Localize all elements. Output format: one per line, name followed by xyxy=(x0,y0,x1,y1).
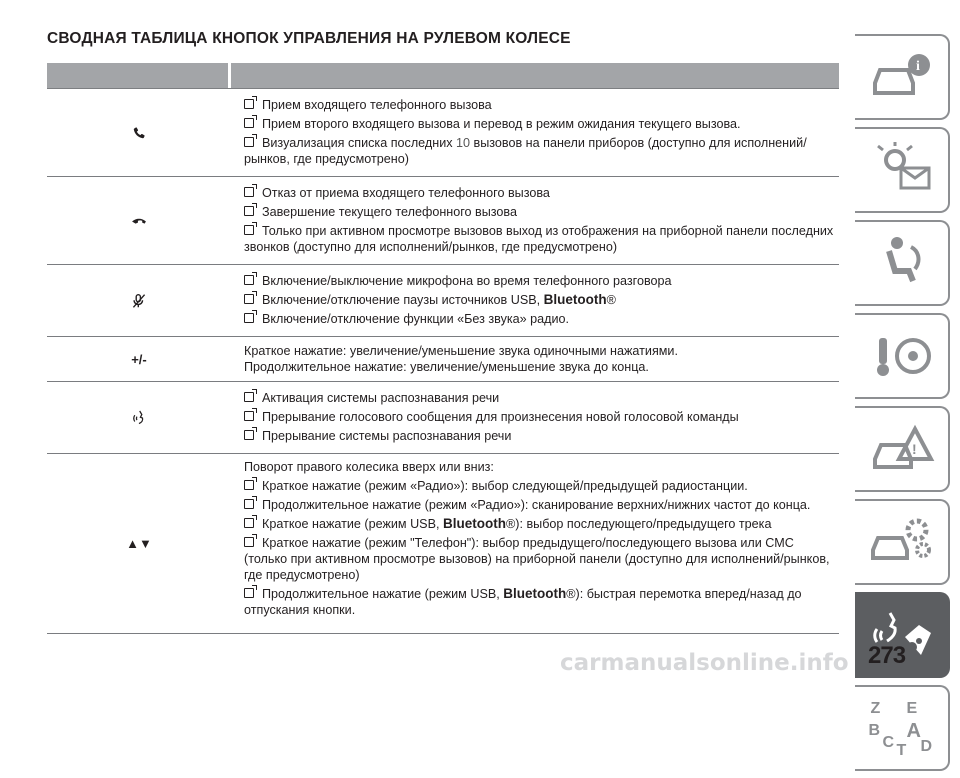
bluetooth-brand: Bluetooth xyxy=(442,516,506,531)
control-symbol: +/- xyxy=(131,351,147,367)
bluetooth-brand: Bluetooth xyxy=(503,586,567,601)
phone-hangup-icon xyxy=(47,177,231,264)
item-text: Активация системы распознавания речи xyxy=(262,391,500,405)
car-service-icon xyxy=(867,514,937,571)
index-letter: Z xyxy=(870,700,881,717)
bullet-item xyxy=(244,390,839,406)
chapter-tab[interactable] xyxy=(855,499,950,585)
bullet-item xyxy=(244,497,839,513)
item-text: Прерывание системы распознавания речи xyxy=(262,429,512,443)
bullet-checkbox-icon xyxy=(244,225,254,235)
index-letter: C xyxy=(882,734,895,751)
function-description xyxy=(231,177,839,264)
bullet-checkbox-icon xyxy=(244,518,254,528)
bullet-checkbox-icon xyxy=(244,411,254,421)
bullet-item xyxy=(244,428,839,444)
item-text: Только при активном просмотре вызовов выход из отображения на приборной панели последних звонков (доступно для исполнений/рынков, где предусмотрено) xyxy=(244,224,834,254)
table-row xyxy=(47,177,839,265)
page-title: СВОДНАЯ ТАБЛИЦА КНОПОК УПРАВЛЕНИЯ НА РУЛЕВОМ КОЛЕСЕ xyxy=(47,30,571,47)
description-line: Продолжительное нажатие: увеличение/уменьшение звука до конца. xyxy=(244,360,649,374)
item-text: Включение/отключение функции «Без звука» радио. xyxy=(262,312,570,326)
item-text: Прием второго входящего вызова и перевод в режим ожидания текущего вызова. xyxy=(262,117,741,131)
index-letter: A xyxy=(906,720,921,742)
item-text: Включение/выключение микрофона во время телефонного разговора xyxy=(262,274,672,288)
header-cell-function xyxy=(231,63,839,88)
header-cell-icon xyxy=(47,63,231,88)
item-text: Краткое нажатие (режим "Телефон"): выбор предыдущего/последующего вызова или СМС (только при активном просмотре вызовов) на приборной панели (доступно для исполнений/рынков, где предусмотрено) xyxy=(244,536,830,582)
watermark: carmanualsonline.info xyxy=(560,650,849,676)
bullet-item xyxy=(244,311,839,327)
intro-text: Поворот правого колесика вверх или вниз: xyxy=(244,460,494,474)
table-header xyxy=(47,63,839,89)
chapter-tab[interactable] xyxy=(855,220,950,306)
function-description xyxy=(231,454,839,633)
item-text: Прерывание голосового сообщения для произнесения новой голосовой команды xyxy=(262,410,739,424)
bullet-checkbox-icon xyxy=(244,206,254,216)
bullet-item xyxy=(244,116,839,132)
item-text: ®): выбор последующего/предыдущего трека xyxy=(505,517,772,531)
item-text: Визуализация списка последних xyxy=(262,136,457,150)
bullet-checkbox-icon xyxy=(244,537,254,547)
item-text: Продолжительное нажатие (режим USB, xyxy=(262,587,504,601)
controls-table xyxy=(47,63,839,634)
bullet-checkbox-icon xyxy=(244,137,254,147)
index-letter: E xyxy=(906,700,918,717)
index-letters-icon xyxy=(867,700,937,759)
bullet-item xyxy=(244,223,839,255)
bullet-checkbox-icon xyxy=(244,430,254,440)
bullet-item xyxy=(244,204,839,220)
item-text: ®): быстрая перемотка вперед/назад до отпускания кнопки. xyxy=(244,587,802,617)
table-row xyxy=(47,265,839,337)
function-description xyxy=(231,382,839,453)
bullet-checkbox-icon xyxy=(244,588,254,598)
key-steering-icon xyxy=(867,328,937,385)
function-description xyxy=(231,337,839,381)
index-letter: D xyxy=(920,738,933,755)
bullet-item xyxy=(244,535,839,583)
breakdown-icon xyxy=(867,421,937,478)
index-letter: T xyxy=(896,742,907,759)
svg-text:i: i xyxy=(915,58,920,74)
function-description xyxy=(231,265,839,336)
bullet-checkbox-icon xyxy=(244,294,254,304)
bullet-checkbox-icon xyxy=(244,480,254,490)
bullet-checkbox-icon xyxy=(244,187,254,197)
description-line: Краткое нажатие: увеличение/уменьшение звука одиночными нажатиями. xyxy=(244,344,678,358)
table-row xyxy=(47,89,839,177)
bullet-checkbox-icon xyxy=(244,313,254,323)
bullet-item xyxy=(244,135,839,167)
table-row xyxy=(47,382,839,454)
item-text: Краткое нажатие (режим «Радио»): выбор следующей/предыдущей радиостанции. xyxy=(262,479,748,493)
warning-light-icon xyxy=(867,142,937,199)
bluetooth-brand: Bluetooth xyxy=(543,292,607,307)
bullet-checkbox-icon xyxy=(244,499,254,509)
mute-icon xyxy=(47,265,231,336)
item-text: Прием входящего телефонного вызова xyxy=(262,98,492,112)
bullet-item xyxy=(244,516,839,532)
table-row xyxy=(47,454,839,634)
chapter-tab[interactable] xyxy=(855,406,950,492)
bullet-item xyxy=(244,185,839,201)
item-text: Включение/отключение паузы источников USB, xyxy=(262,293,544,307)
item-text: 10 xyxy=(456,136,471,150)
item-text: Завершение текущего телефонного вызова xyxy=(262,205,517,219)
function-description xyxy=(231,89,839,176)
page-number: 273 xyxy=(868,642,906,669)
phone-answer-icon xyxy=(47,89,231,176)
svg-text:!: ! xyxy=(911,440,917,457)
bullet-item xyxy=(244,292,839,308)
bullet-checkbox-icon xyxy=(244,275,254,285)
item-text: Продолжительное нажатие (режим «Радио»): сканирование верхних/нижних частот до конца. xyxy=(262,498,811,512)
voice-recognition-icon xyxy=(47,382,231,453)
seat-airbag-icon xyxy=(867,235,937,292)
bullet-item xyxy=(244,586,839,618)
bullet-item xyxy=(244,97,839,113)
item-text: ® xyxy=(606,293,616,307)
chapter-tab[interactable] xyxy=(855,313,950,399)
car-info-icon xyxy=(867,49,937,106)
bullet-checkbox-icon xyxy=(244,99,254,109)
bullet-item xyxy=(244,409,839,425)
chapter-tab[interactable] xyxy=(855,685,950,771)
item-text: вызовов на панели приборов (доступно для исполнений/рынков, где предусмотрено) xyxy=(244,136,807,166)
bullet-checkbox-icon xyxy=(244,392,254,402)
item-text: Отказ от приема входящего телефонного вызова xyxy=(262,186,550,200)
table-row xyxy=(47,337,839,382)
chapter-tab[interactable] xyxy=(855,34,950,120)
control-symbol: ▲▼ xyxy=(126,536,152,551)
bullet-item xyxy=(244,478,839,494)
index-letter: B xyxy=(868,722,881,739)
bullet-item xyxy=(244,273,839,289)
bullet-checkbox-icon xyxy=(244,118,254,128)
item-text: Краткое нажатие (режим USB, xyxy=(262,517,443,531)
chapter-tab[interactable] xyxy=(855,127,950,213)
